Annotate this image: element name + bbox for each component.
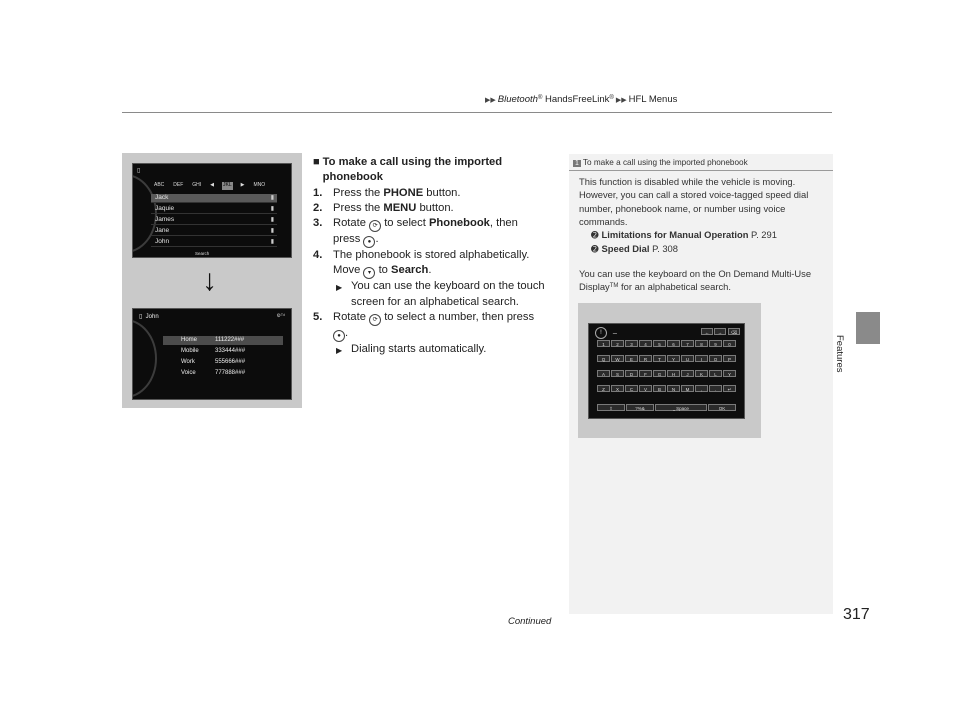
step-text: , then: [489, 217, 518, 230]
shift-icon: ⇧: [597, 404, 625, 411]
keyboard-key: X: [611, 385, 624, 392]
reference-arrow-icon: ➋: [591, 244, 599, 255]
number-value: 777888###: [215, 370, 246, 376]
breadcrumb-handsfreelink: HandsFreeLink: [545, 94, 610, 105]
note-paragraph: This function is disabled while the vehicle is moving. However, you can call a stored voice-tagged speed dial number, phonebook name, or number using voice commands.: [579, 176, 809, 227]
keyboard-key: U: [681, 355, 694, 362]
list-item: [151, 205, 277, 214]
number-type: Home: [181, 337, 198, 343]
keyboard-key: 0: [723, 340, 736, 347]
mobile-icon: ▮: [270, 217, 274, 223]
keyboard-key: O: [709, 355, 722, 362]
step-text: to select a number, then press: [384, 311, 535, 324]
number-value: 333444###: [215, 348, 246, 354]
keyboard-key: R: [639, 355, 652, 362]
number-row: [163, 336, 283, 345]
instructions-title: [313, 155, 560, 186]
keyboard-key: 9: [709, 340, 722, 347]
keyboard-key: C: [625, 385, 638, 392]
search-label: Search: [195, 251, 210, 256]
number-type: Mobile: [181, 348, 199, 354]
keyboard-key: Z: [597, 385, 610, 392]
down-arrow-icon: ↓: [202, 264, 217, 297]
breadcrumb-arrow-icon: ▶▶: [485, 97, 496, 104]
keyboard-key: 6: [667, 340, 680, 347]
keyboard-key: G: [653, 370, 666, 377]
keyboard-key: 5: [653, 340, 666, 347]
keyboard-key: L: [709, 370, 722, 377]
reference-arrow-icon: ➋: [591, 230, 599, 241]
step-text: button.: [426, 186, 461, 199]
step-text: The phonebook is stored alphabetically.: [333, 249, 530, 262]
step-text: Press the: [333, 186, 381, 199]
keyboard-key: K: [695, 370, 708, 377]
cross-reference-label[interactable]: Speed Dial: [601, 243, 650, 255]
instructions-title-text: To make a call using the imported phonebook: [322, 156, 503, 184]
tab-ghi: GHI: [192, 182, 202, 188]
cursor-left-icon: ←: [701, 328, 713, 335]
keyboard-key: 7: [681, 340, 694, 347]
mobile-icon: ▮: [270, 239, 274, 245]
backspace-icon: ⌫: [728, 328, 740, 335]
search-label: Search: [391, 264, 429, 277]
note-text: for an alphabetical search.: [618, 281, 731, 293]
note-heading: [573, 158, 748, 167]
keyboard-key: F: [639, 370, 652, 377]
step-number: 1.: [313, 186, 323, 199]
step-text: Press the: [333, 201, 381, 214]
info-icon: !: [595, 327, 607, 339]
ok-key: OK: [708, 404, 736, 411]
tab-def: DEF: [173, 182, 184, 188]
note-body: [579, 175, 827, 293]
step-text: .: [375, 233, 379, 246]
input-cursor: _: [613, 327, 617, 334]
keyboard-key: M: [681, 385, 694, 392]
note-paragraph: [579, 267, 827, 294]
keyboard-screen: [588, 323, 745, 419]
breadcrumb: [483, 94, 677, 105]
step-text: Rotate: [333, 217, 366, 230]
press-knob-icon: ●: [363, 236, 375, 248]
phone-icon: ▯: [137, 168, 141, 174]
note-text: You can use the keyboard on the touch screen for an alphabetical search.: [351, 280, 545, 308]
move-knob-icon: ▾: [363, 267, 375, 279]
number-type: Work: [181, 359, 195, 365]
number-row: [163, 358, 283, 367]
step-5: [313, 310, 560, 342]
note-text: You can use the keyboard on the On Demand Multi-Use Display: [579, 267, 812, 293]
instructions: [313, 155, 560, 357]
keyboard-key: Q: [597, 355, 610, 362]
step-number: 5.: [313, 311, 323, 324]
number-row: [163, 347, 283, 356]
keyboard-key: 3: [625, 340, 638, 347]
status-icon: ⚙ᵀᵈ: [276, 313, 285, 319]
continued-label: Continued: [508, 616, 552, 627]
keyboard-key: V: [639, 385, 652, 392]
trademark-mark: TM: [609, 283, 619, 290]
step-text: press: [333, 233, 361, 246]
keyboard-key: E: [625, 355, 638, 362]
keyboard-key: B: [653, 385, 666, 392]
keyboard-key: Y: [723, 370, 736, 377]
keyboard-key: N: [667, 385, 680, 392]
mobile-icon: ▮: [270, 195, 274, 201]
step-text: to: [378, 264, 388, 277]
note-ref-badge: 1: [575, 160, 579, 167]
keyboard-key: H: [667, 370, 680, 377]
list-item: [151, 227, 277, 236]
note-rule: [569, 170, 833, 171]
list-item: [151, 238, 277, 247]
rotate-knob-icon: ⟳: [369, 220, 381, 232]
keyboard-key: A: [597, 370, 610, 377]
keyboard-key: 2: [611, 340, 624, 347]
number-row: [163, 369, 283, 378]
step-2: [313, 201, 560, 216]
cross-reference-page: P. 308: [652, 243, 678, 255]
tab-mno: MNO: [253, 182, 266, 188]
contact-name: John: [155, 238, 170, 245]
step-1: [313, 186, 560, 201]
registered-mark: ®: [537, 95, 543, 101]
tab-jkl: JKL: [223, 182, 232, 188]
square-bullet-icon: ■: [313, 156, 320, 168]
contact-name: Jack: [155, 194, 169, 201]
phone-button-label: PHONE: [383, 186, 424, 199]
keyboard-key: W: [611, 355, 624, 362]
keyboard-key: T: [653, 355, 666, 362]
space-key: ⎵ Space: [655, 404, 707, 411]
keyboard-key: 1: [597, 340, 610, 347]
breadcrumb-arrow-icon: ▶▶: [615, 97, 627, 104]
number-value: 111222###: [215, 337, 245, 343]
number-type: Voice: [181, 370, 196, 376]
cross-reference-link[interactable]: [579, 228, 827, 242]
step-text: Move: [333, 264, 361, 277]
cross-reference-link[interactable]: [579, 242, 827, 256]
keyboard-input-bar: [593, 327, 740, 337]
keyboard-key: I: [695, 355, 708, 362]
keyboard-key: P: [723, 355, 736, 362]
symbols-key: ?%&: [626, 404, 654, 411]
contact-title: ▯ John: [139, 314, 159, 320]
step-text: to select: [384, 217, 426, 230]
page-number: 317: [843, 606, 870, 623]
tab-abc: ABC: [154, 182, 165, 188]
step-3: [313, 216, 560, 248]
number-value: 555666###: [215, 359, 246, 365]
mobile-icon: ▮: [270, 228, 274, 234]
keyboard-key: ,: [695, 385, 708, 392]
cross-reference-page: P. 291: [751, 229, 777, 241]
tab-right-arrow-icon: ▶: [240, 182, 245, 188]
phonebook-list-screen: [132, 163, 292, 258]
keyboard-key: D: [625, 370, 638, 377]
keyboard-key: Y: [667, 355, 680, 362]
spacer: [579, 257, 827, 267]
keyboard-key: S: [611, 370, 624, 377]
phonebook-label: Phonebook: [428, 217, 490, 230]
step-number: 4.: [313, 249, 323, 262]
keyboard-key: 4: [639, 340, 652, 347]
list-item: [151, 194, 277, 203]
keyboard-illustration: [578, 303, 761, 438]
contact-name: Jaquie: [155, 205, 175, 212]
section-tab-marker: [856, 312, 880, 344]
step-number: 2.: [313, 201, 323, 214]
contact-detail-screen: [132, 308, 292, 400]
press-knob-icon: ●: [333, 330, 345, 342]
note-arrow-icon: ▶: [336, 283, 343, 293]
contact-name: John: [145, 314, 159, 320]
step-text: Rotate: [333, 311, 366, 324]
cross-reference-label[interactable]: Limitations for Manual Operation: [601, 229, 749, 241]
contact-name: Jane: [155, 227, 170, 234]
keyboard-key: 8: [695, 340, 708, 347]
breadcrumb-hfl-menus: HFL Menus: [628, 94, 678, 105]
step-number: 3.: [313, 217, 323, 230]
note-text: Dialing starts automatically.: [351, 343, 487, 356]
contact-name: James: [155, 216, 175, 223]
keyboard-key: J: [681, 370, 694, 377]
list-item: [151, 216, 277, 225]
header-rule: [122, 112, 832, 113]
step-text: .: [345, 327, 349, 340]
mobile-icon: ▮: [270, 206, 274, 212]
screen-illustration-panel: [122, 153, 302, 408]
step-5-note: [313, 342, 560, 357]
step-text: button.: [419, 201, 454, 214]
tab-left-arrow-icon: ◀: [210, 182, 215, 188]
menu-button-label: MENU: [383, 201, 417, 214]
step-4-note: [313, 279, 560, 310]
section-label: Features: [834, 335, 845, 373]
note-heading-text: To make a call using the imported phonebook: [582, 158, 748, 167]
rotate-knob-icon: ⟳: [369, 314, 381, 326]
keyboard-key: ↵: [723, 385, 736, 392]
alphabet-tabs: [153, 182, 283, 190]
step-4: [313, 248, 560, 279]
keyboard-key: .: [709, 385, 722, 392]
registered-mark: ®: [609, 95, 614, 101]
screen-dial-arc: [132, 319, 157, 398]
note-arrow-icon: ▶: [336, 346, 343, 356]
breadcrumb-bluetooth: Bluetooth: [497, 94, 538, 105]
step-text: .: [428, 264, 432, 277]
cursor-right-icon: →: [714, 328, 726, 335]
